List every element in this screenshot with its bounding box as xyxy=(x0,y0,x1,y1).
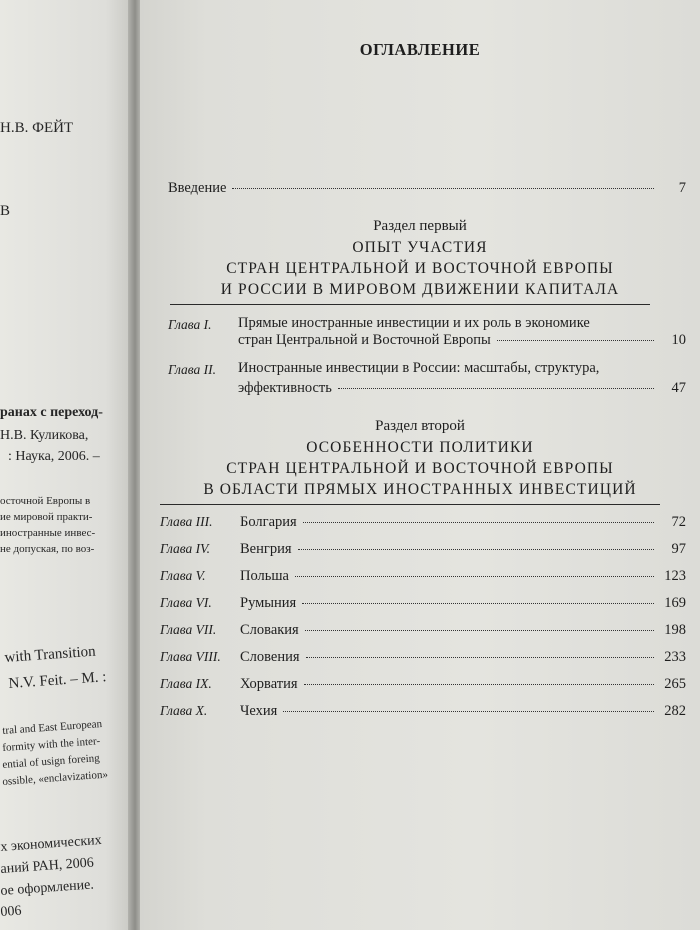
toc-entry-chapter-4 xyxy=(160,541,686,558)
section-1-rule xyxy=(170,304,650,305)
left-text-fragment: formity with the inter- xyxy=(2,735,101,754)
table-of-contents-page xyxy=(140,0,700,930)
left-text-fragment: Н.В. Куликова, xyxy=(0,428,89,443)
chapter-number: Глава III. xyxy=(160,514,213,529)
chapter-title-line: стран Центральной и Восточной Европы xyxy=(238,332,491,348)
chapter-title: Венгрия xyxy=(240,541,292,557)
section-1-title-line: СТРАН ЦЕНТРАЛЬНОЙ И ВОСТОЧНОЙ ЕВРОПЫ xyxy=(226,260,614,277)
chapter-title: Румыния xyxy=(240,595,297,611)
dot-leader xyxy=(302,603,654,604)
section-2-rule xyxy=(160,504,660,505)
dot-leader xyxy=(305,630,654,631)
dot-leader xyxy=(303,522,654,523)
left-text-fragment: 006 xyxy=(0,903,22,920)
left-text-fragment: аний РАН, 2006 xyxy=(0,855,95,877)
dot-leader xyxy=(306,657,654,658)
toc-entry-chapter-10 xyxy=(160,703,686,720)
chapter-title-line: Иностранные инвестиции в России: масштабы, структура, xyxy=(238,360,600,376)
dot-leader xyxy=(338,388,654,389)
toc-page-number: 7 xyxy=(678,180,686,196)
dot-leader xyxy=(497,340,654,341)
toc-entry-introduction xyxy=(168,180,686,197)
toc-page-number: 169 xyxy=(664,595,686,611)
toc-page-number: 265 xyxy=(664,676,686,692)
toc-page-number: 282 xyxy=(664,703,686,719)
toc-entry-chapter-7 xyxy=(160,622,686,639)
section-2-title-line: СТРАН ЦЕНТРАЛЬНОЙ И ВОСТОЧНОЙ ЕВРОПЫ xyxy=(226,460,614,477)
toc-entry-chapter-9 xyxy=(160,676,686,693)
left-text-fragment: х экономических xyxy=(0,832,103,855)
chapter-number: Глава VII. xyxy=(160,622,217,637)
left-text-fragment: N.V. Feit. – M. : xyxy=(8,669,107,692)
dot-leader xyxy=(232,188,654,189)
left-text-fragment: with Transition xyxy=(4,643,97,666)
chapter-number: Глава II. xyxy=(168,362,217,377)
section-2-label: Раздел второй xyxy=(375,418,465,434)
left-text-fragment: осточной Европы в xyxy=(0,495,91,507)
section-1-title-line: И РОССИИ В МИРОВОМ ДВИЖЕНИИ КАПИТАЛА xyxy=(220,281,620,298)
chapter-title: Словакия xyxy=(240,622,299,638)
toc-page-number: 47 xyxy=(671,380,686,396)
chapter-number: Глава VI. xyxy=(160,595,212,610)
chapter-title: Болгария xyxy=(240,514,297,530)
chapter-number: Глава VIII. xyxy=(160,649,221,664)
toc-entry-chapter-1 xyxy=(238,332,686,349)
dot-leader xyxy=(283,711,654,712)
left-text-fragment: tral and East European xyxy=(2,718,103,737)
chapter-number: Глава IV. xyxy=(160,541,211,556)
toc-entry-chapter-2 xyxy=(238,380,686,397)
toc-entry-label: Введение xyxy=(168,180,227,196)
toc-page-number: 123 xyxy=(664,568,686,584)
chapter-title: Польша xyxy=(240,568,289,584)
dot-leader xyxy=(295,576,654,577)
chapter-number: Глава V. xyxy=(160,568,206,583)
left-text-fragment: ential of usign foreing xyxy=(2,752,101,771)
section-1-title-line: ОПЫТ УЧАСТИЯ xyxy=(352,239,488,256)
left-text-fragment: иностранные инвес- xyxy=(0,527,96,539)
left-text-fragment: ое оформление. xyxy=(0,877,95,899)
chapter-title: Чехия xyxy=(240,703,278,719)
toc-page-number: 97 xyxy=(671,541,686,557)
left-text-fragment: : Наука, 2006. – xyxy=(8,449,100,464)
dot-leader xyxy=(304,684,654,685)
dot-leader xyxy=(298,549,655,550)
toc-entry-chapter-3 xyxy=(160,514,686,531)
left-text-fragment: ранах с переход- xyxy=(0,405,103,420)
section-2-title-line: В ОБЛАСТИ ПРЯМЫХ ИНОСТРАННЫХ ИНВЕСТИЦИЙ xyxy=(203,481,637,498)
toc-entry-chapter-8 xyxy=(160,649,686,666)
left-page-fragment xyxy=(0,0,132,930)
toc-page-number: 198 xyxy=(664,622,686,638)
chapter-title: Хорватия xyxy=(240,676,298,692)
section-1-label: Раздел первый xyxy=(373,218,467,234)
chapter-number: Глава IX. xyxy=(160,676,212,691)
chapter-number: Глава I. xyxy=(168,317,212,332)
left-text-fragment: ossible, «enclavization» xyxy=(2,768,109,788)
toc-entry-chapter-5 xyxy=(160,568,686,585)
chapter-title: Словения xyxy=(240,649,300,665)
chapter-title-line: эффективность xyxy=(238,380,332,396)
left-text-fragment: Н.В. ФЕЙТ xyxy=(0,120,74,136)
toc-page-number: 233 xyxy=(664,649,686,665)
left-text-fragment: не допуская, по воз- xyxy=(0,543,95,555)
toc-page-number: 10 xyxy=(671,332,686,348)
left-text-fragment: ие мировой практи- xyxy=(0,511,93,523)
toc-page-number: 72 xyxy=(671,514,686,530)
chapter-number: Глава X. xyxy=(160,703,208,718)
left-text-fragment: В xyxy=(0,203,11,219)
section-2-title-line: ОСОБЕННОСТИ ПОЛИТИКИ xyxy=(306,439,534,456)
page-title: ОГЛАВЛЕНИЕ xyxy=(359,40,481,59)
chapter-title-line: Прямые иностранные инвестиции и их роль в экономике xyxy=(238,315,590,331)
toc-entry-chapter-6 xyxy=(160,595,686,612)
